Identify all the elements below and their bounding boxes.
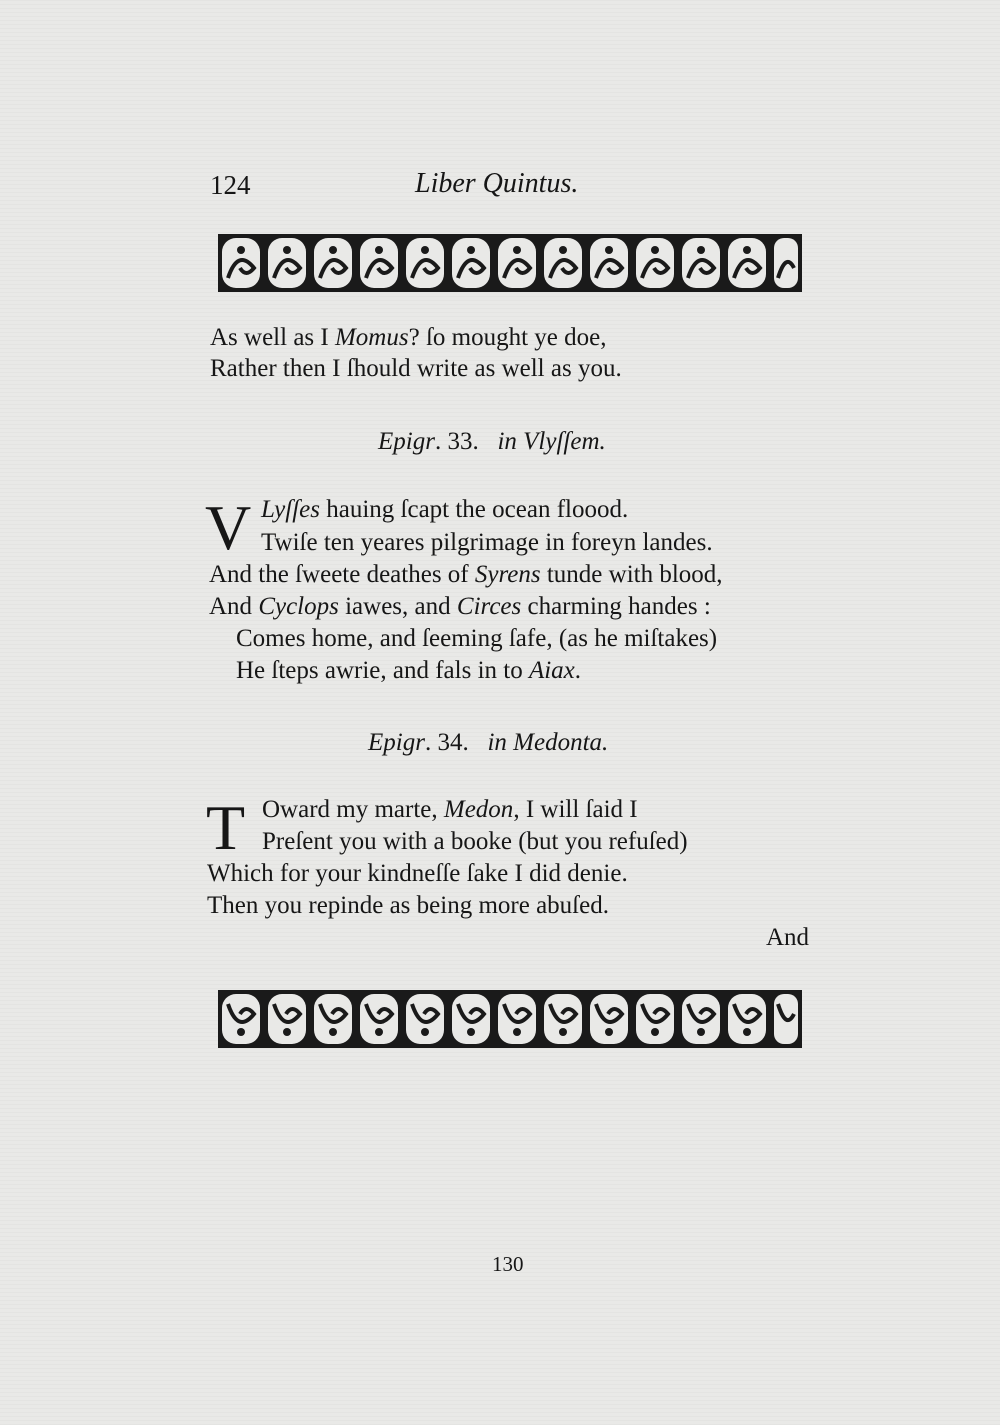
fragment-line-2: Rather then I ſhould write as well as you. (210, 355, 622, 382)
name-momus: Momus (334, 324, 409, 351)
epigram-34-line-1: Oward my marte, Medon, I will ſaid I (262, 796, 638, 823)
drop-cap-v: V (205, 492, 252, 563)
epigram-33-line-2: Twiſe ten yeares pilgrimage in foreyn landes. (261, 529, 713, 556)
epigram-33-line-3: And the ſweete deathes of Syrens tunde with blood, (209, 561, 723, 588)
catchword: And (766, 924, 810, 951)
epigram-33-line-4: And Cyclops iawes, and Circes charming handes : (209, 593, 711, 620)
epigram-33-line-6: He ſteps awrie, and fals in to Aiax. (236, 657, 582, 684)
epigram-34-line-4: Then you repinde as being more abuſed. (207, 892, 609, 919)
epigram-34-heading: Epigr. 34. in Medonta. (368, 729, 609, 756)
epigram-33-heading: Epigr. 33. in Vlyſſem. (378, 428, 606, 455)
ornament-border-top (218, 232, 802, 294)
epigram-34-line-2: Preſent you with a booke (but you refuſed) (262, 828, 688, 855)
epigram-33-line-5: Comes home, and ſeeming ſafe, (as he miſtakes) (236, 625, 718, 652)
fragment-line-1: As well as I Momus? ſo mought ye doe, (210, 324, 607, 351)
drop-cap-t: T (206, 792, 246, 863)
epigram-33-line-1: Lyſſes hauing ſcapt the ocean floood. (261, 496, 629, 523)
running-title: Liber Quintus. (415, 168, 579, 199)
epigram-34-line-3: Which for your kindneſſe ſake I did denie. (207, 860, 628, 887)
folio-number: 130 (492, 1252, 524, 1276)
ornament-border-bottom (218, 988, 802, 1050)
page-number: 124 (210, 170, 251, 200)
